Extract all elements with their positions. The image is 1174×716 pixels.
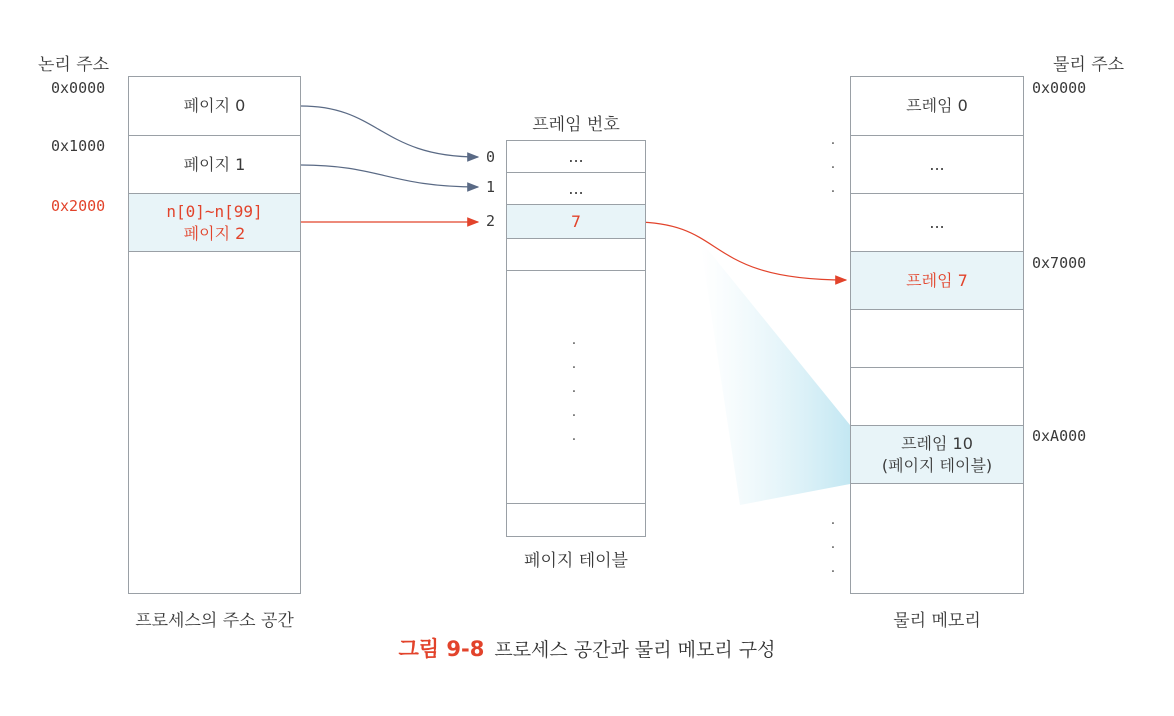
frame-0-label: 프레임 0 bbox=[906, 96, 968, 115]
figure-title: 프로세스 공간과 물리 메모리 구성 bbox=[494, 639, 776, 661]
page-table-entry-1 bbox=[507, 173, 645, 205]
physical-memory-caption: 물리 메모리 bbox=[893, 611, 981, 631]
page-0-cell bbox=[129, 77, 300, 136]
page-table-entry-3 bbox=[507, 239, 645, 271]
arrow-page0-to-index0 bbox=[301, 106, 478, 157]
process-address-space-caption: 프로세스의 주소 공간 bbox=[135, 611, 294, 631]
physical-address-0x0000: 0x0000 bbox=[1032, 79, 1087, 97]
logical-address-0x0000: 0x0000 bbox=[51, 79, 106, 97]
frame-9-cell bbox=[851, 368, 1023, 426]
page-2-cell bbox=[129, 194, 300, 252]
page-table-index-1: 1 bbox=[486, 178, 496, 196]
frame-number-heading: 프레임 번호 bbox=[532, 115, 620, 135]
page-table-index-0: 0 bbox=[486, 148, 496, 166]
frame-7-label: 프레임 7 bbox=[906, 270, 968, 290]
logical-address-heading: 논리 주소 bbox=[38, 55, 110, 75]
figure-number: 그림 9-8 bbox=[398, 637, 485, 661]
frame-10-label: 프레임 10 bbox=[901, 433, 973, 453]
frame-10-cell bbox=[851, 426, 1023, 484]
page-table-vertical-ellipsis: · · · · · bbox=[571, 336, 577, 448]
page-2-label: 페이지 2 bbox=[183, 223, 246, 243]
figure-caption bbox=[0, 633, 1174, 663]
logical-address-0x1000: 0x1000 bbox=[51, 137, 106, 155]
page-table-index-2: 2 bbox=[486, 212, 496, 230]
physical-address-heading: 물리 주소 bbox=[1053, 55, 1125, 75]
page-table-caption: 페이지 테이블 bbox=[524, 551, 628, 571]
physical-address-0x7000: 0x7000 bbox=[1032, 254, 1087, 272]
arrow-page1-to-index1 bbox=[301, 165, 478, 187]
frame-ellipsis-2: ... bbox=[929, 212, 945, 232]
frame-ellipsis-cell-1 bbox=[851, 136, 1023, 194]
page-table-entry-1-value: ... bbox=[568, 178, 584, 198]
physical-memory bbox=[850, 76, 1024, 594]
arrow-entry7-to-frame7 bbox=[633, 222, 846, 280]
frame-0-cell bbox=[851, 77, 1023, 136]
logical-address-0x2000: 0x2000 bbox=[51, 197, 106, 215]
frame-ellipsis-cell-2 bbox=[851, 194, 1023, 252]
page-table-entry-0-value: ... bbox=[568, 146, 584, 166]
frame-10-sublabel: (페이지 테이블) bbox=[881, 455, 993, 475]
page-table-entry-0 bbox=[507, 141, 645, 173]
physical-left-ellipsis-bottom: · · · bbox=[830, 516, 836, 580]
frame-ellipsis-1: ... bbox=[929, 154, 945, 174]
page-2-array-range: n[0]~n[99] bbox=[166, 201, 263, 221]
frame-8-cell bbox=[851, 310, 1023, 368]
page-table-entry-2 bbox=[507, 205, 645, 239]
page-table-entry-2-value: 7 bbox=[570, 211, 582, 231]
process-address-space bbox=[128, 76, 301, 594]
page-0-label: 페이지 0 bbox=[183, 96, 246, 115]
frame-7-cell bbox=[851, 252, 1023, 310]
page-1-cell bbox=[129, 136, 300, 194]
page-1-label: 페이지 1 bbox=[183, 154, 246, 174]
physical-address-0xA000: 0xA000 bbox=[1032, 427, 1087, 445]
page-table-entry-last-divider bbox=[507, 503, 645, 504]
physical-left-ellipsis-top: · · · bbox=[830, 136, 836, 200]
